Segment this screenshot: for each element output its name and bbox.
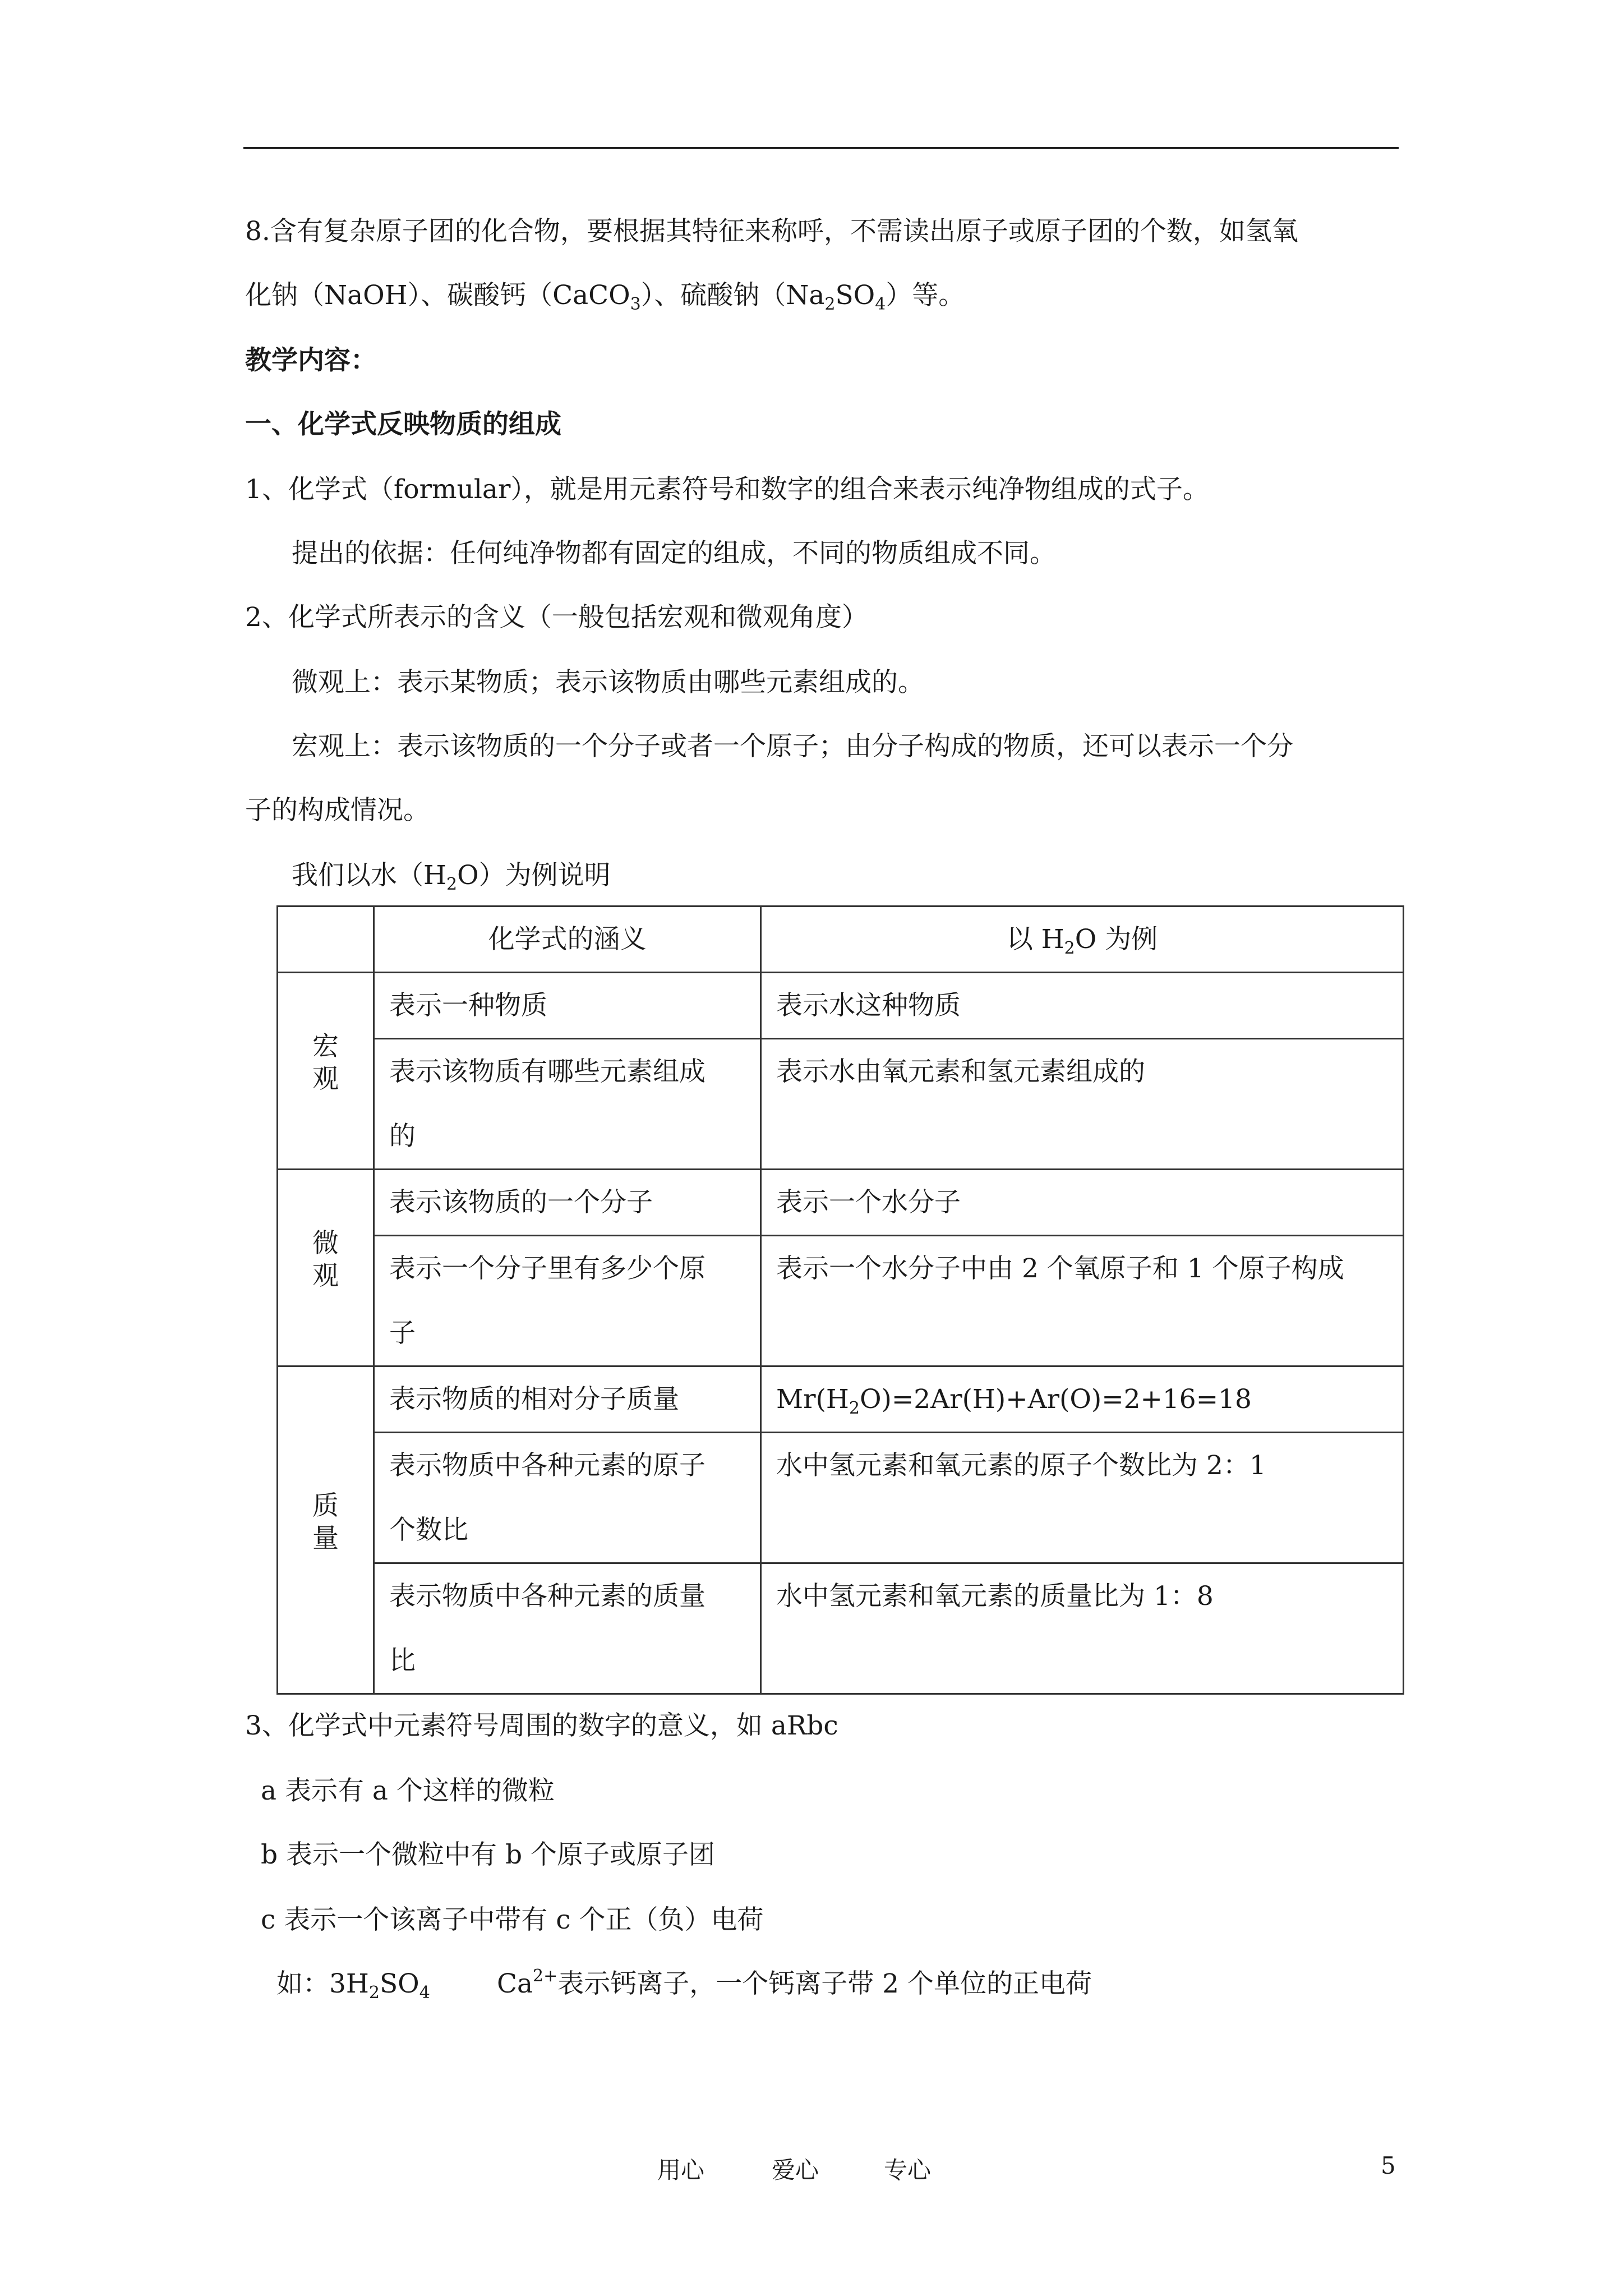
r5-example: $Mr(H_2O)=2Ar(H)+Ar(O)=2+16=18$ xyxy=(761,1366,1404,1433)
r6-meaning: 表示物质中各种元素的原子 个数比 xyxy=(374,1433,761,1563)
footer-word-1: 用心 xyxy=(657,2156,705,2184)
r6-example: 水中氢元素和氧元素的原子个数比为 2：1 xyxy=(761,1433,1404,1563)
example-line: 如：$3H_2SO_4$ xyxy=(276,1968,430,2003)
item2: 2、化学式所表示的含义（一般包括宏观和微观角度） xyxy=(245,602,868,633)
r4-meaning: 表示一个分子里有多少个原 子 xyxy=(374,1236,761,1366)
footer-word-3: 专心 xyxy=(884,2156,932,2184)
group-micro: 微观 xyxy=(278,1170,374,1366)
r2-example: 表示水由氧元素和氢元素组成的 xyxy=(761,1039,1404,1170)
example-intro: 我们以水$(H_2O)$为例说明 xyxy=(292,860,611,894)
r7-example: 水中氢元素和氧元素的质量比为 1：8 xyxy=(761,1563,1404,1694)
r3-meaning: 表示该物质的一个分子 xyxy=(374,1170,761,1236)
item3-a: a 表示有 a 个这样的微粒 xyxy=(261,1775,555,1806)
macro-line1: 宏观上：表示该物质的一个分子或者一个原子；由分子构成的物质，还可以表示一个分 xyxy=(292,731,1293,762)
group-mass: 质量 xyxy=(278,1366,374,1694)
header-example: 以 $H_2O$ 为例 xyxy=(761,907,1404,973)
para8-line2: 化钠（NaOH）、碳酸钙（CaCO$_3$）、硫酸钠$(Na_2SO_4)$等。 xyxy=(245,280,965,314)
r5-meaning: 表示物质的相对分子质量 xyxy=(374,1366,761,1433)
r4-example: 表示一个水分子中由 2 个氧原子和 1 个原子构成 xyxy=(761,1236,1404,1366)
item3-c: c 表示一个该离子中带有 c 个正（负）电荷 xyxy=(261,1904,764,1935)
item3-b: b 表示一个微粒中有 b 个原子或原子团 xyxy=(261,1839,715,1870)
teaching-title: 教学内容： xyxy=(245,345,377,376)
calcium-ion-line: $Ca^{2+}$表示钙离子，一个钙离子带 2 个单位的正电荷 xyxy=(497,1966,1092,1999)
para8-line1: 8.含有复杂原子团的化合物，要根据其特征来称呼，不需读出原子或原子团的个数，如氢氧 xyxy=(245,216,1298,247)
item1: 1、化学式（formular），就是用元素符号和数字的组合来表示纯净物组成的式子。 xyxy=(245,474,1209,505)
r1-example: 表示水这种物质 xyxy=(761,973,1404,1039)
header-rule xyxy=(243,147,1399,149)
r7-meaning: 表示物质中各种元素的质量 比 xyxy=(374,1563,761,1694)
micro-line: 微观上：表示某物质；表示该物质由哪些元素组成的。 xyxy=(292,667,924,698)
formula-meaning-table xyxy=(276,905,1404,1695)
header-meaning: 化学式的涵义 xyxy=(374,907,761,973)
section1-title: 一、化学式反映物质的组成 xyxy=(245,409,561,440)
item3: 3、化学式中元素符号周围的数字的意义，如 aRbc xyxy=(245,1710,838,1741)
table-corner-cell xyxy=(278,907,374,973)
group-macro: 宏观 xyxy=(278,973,374,1170)
r3-example: 表示一个水分子 xyxy=(761,1170,1404,1236)
page-number: 5 xyxy=(1381,2152,1396,2179)
footer-word-2: 爱心 xyxy=(772,2156,819,2184)
r2-meaning: 表示该物质有哪些元素组成 的 xyxy=(374,1039,761,1170)
r1-meaning: 表示一种物质 xyxy=(374,973,761,1039)
macro-line2: 子的构成情况。 xyxy=(245,795,430,826)
item1-basis: 提出的依据：任何纯净物都有固定的组成，不同的物质组成不同。 xyxy=(292,538,1056,569)
